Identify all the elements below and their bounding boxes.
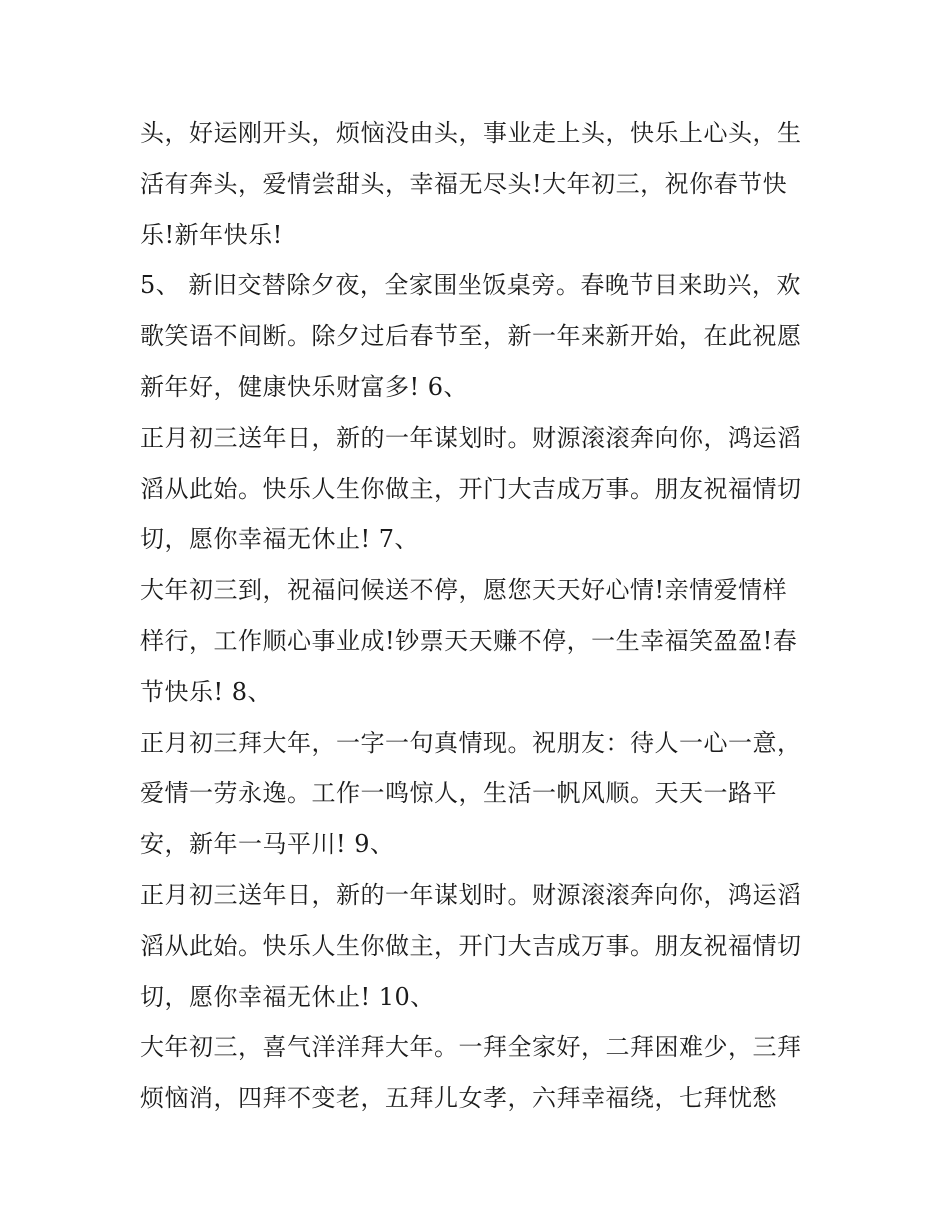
text-line: 新年好，健康快乐财富多! 6、 [140,372,469,401]
text-line: 切，愿你幸福无休止! 10、 [140,982,435,1011]
text-line: 活有奔头，爱情尝甜头，幸福无尽头!大年初三，祝你春节快 [140,169,788,198]
text-line: 正月初三送年日，新的一年谋划时。财源滚滚奔向你，鸿运滔 [140,423,802,452]
text-line: 正月初三拜大年，一字一句真情现。祝朋友：待人一心一意， [140,728,802,757]
text-line: 滔从此始。快乐人生你做主，开门大吉成万事。朋友祝福情切 [140,931,802,960]
text-line: 爱情一劳永逸。工作一鸣惊人，生活一帆风顺。天天一路平 [140,779,777,808]
text-line: 节快乐! 8、 [140,677,273,706]
text-line: 5、 新旧交替除夕夜，全家围坐饭桌旁。春晚节目来助兴，欢 [140,271,801,300]
text-line: 头，好运刚开头，烦恼没由头，事业走上头，快乐上心头，生 [140,119,802,147]
text-line: 乐!新年快乐! [140,220,283,249]
text-line: 烦恼消，四拜不变老，五拜儿女孝，六拜幸福绕，七拜忧愁 [140,1084,777,1113]
text-line: 大年初三，喜气洋洋拜大年。一拜全家好，二拜困难少，三拜 [140,1033,802,1062]
text-line: 歌笑语不间断。除夕过后春节至，新一年来新开始，在此祝愿 [140,322,802,351]
text-line: 安，新年一马平川! 9、 [140,830,395,859]
text-line: 大年初三到，祝福问候送不停，愿您天天好心情!亲情爱情样 [140,576,788,605]
text-line: 样行，工作顺心事业成!钞票天天赚不停，一生幸福笑盈盈!春 [140,626,798,655]
text-line: 滔从此始。快乐人生你做主，开门大吉成万事。朋友祝福情切 [140,474,802,503]
text-line: 正月初三送年日，新的一年谋划时。财源滚滚奔向你，鸿运滔 [140,880,802,909]
text-line: 切，愿你幸福无休止! 7、 [140,525,420,554]
document-body [140,108,830,1124]
